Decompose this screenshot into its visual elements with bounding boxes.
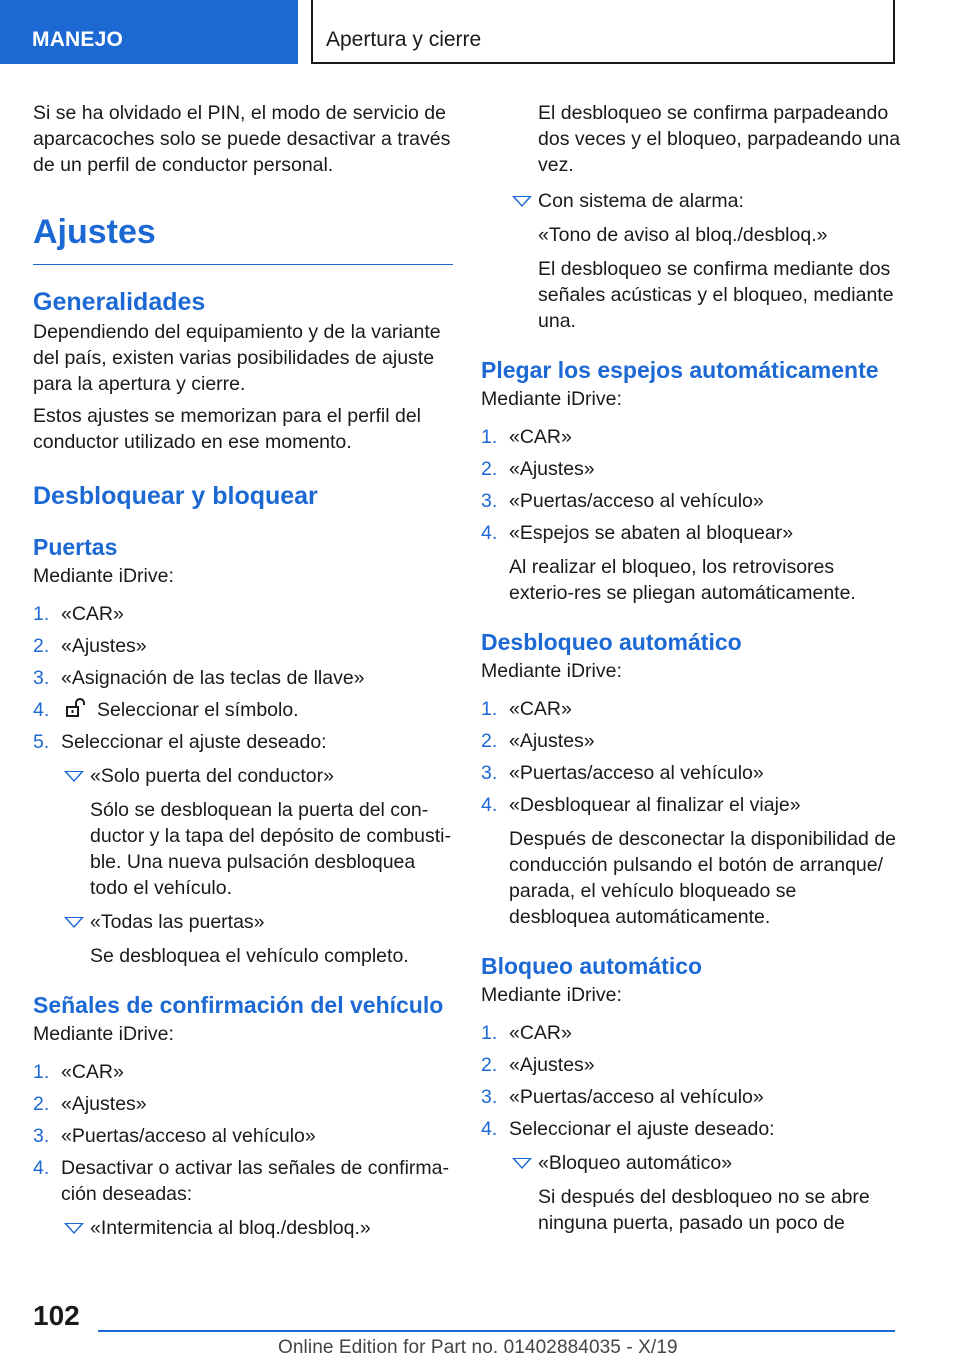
list-item	[33, 729, 453, 969]
list-item	[481, 1084, 901, 1110]
footer-divider	[98, 1330, 895, 1332]
option-label: «Todas las puertas»	[90, 911, 265, 933]
step-number: 1.	[33, 603, 50, 625]
right-column	[481, 100, 901, 1242]
generalidades-heading: Generalidades	[33, 288, 206, 316]
step-text: «Asignación de las teclas de llave»	[61, 667, 365, 689]
step-text: «Puertas/acceso al vehículo»	[509, 1086, 764, 1108]
step-number: 2.	[33, 1093, 50, 1115]
list-item	[33, 665, 453, 691]
step-number: 4.	[481, 794, 498, 816]
list-item	[33, 1155, 453, 1241]
step-text: «Desbloquear al finalizar el viaje»	[509, 794, 801, 816]
page-number: 102	[33, 1300, 80, 1331]
option-description: Si después del desbloqueo no se abre ninguna puerta, pasado un poco de	[538, 1186, 870, 1234]
list-item	[33, 633, 453, 659]
bloqueo-steps	[481, 1020, 901, 1236]
option-label: Con sistema de alarma:	[538, 190, 744, 212]
ajustes-heading: Ajustes	[33, 212, 453, 265]
list-item	[33, 1091, 453, 1117]
left-column	[33, 100, 453, 1247]
espejos-intro: Mediante iDrive:	[481, 388, 622, 410]
step-text: Seleccionar el ajuste deseado:	[61, 731, 327, 753]
step-text: «CAR»	[509, 698, 572, 720]
chapter-tab	[311, 0, 895, 64]
list-item	[481, 728, 901, 754]
option-label: «Intermitencia al bloq./desbloq.»	[90, 1217, 371, 1239]
step-text: «Puertas/acceso al vehículo»	[61, 1125, 316, 1147]
step-text: «Puertas/acceso al vehículo»	[509, 762, 764, 784]
espejos-heading: Plegar los espejos automáticamente	[481, 357, 879, 383]
puertas-steps	[33, 601, 453, 969]
intro-paragraph: Si se ha olvidado el PIN, el modo de servicio de aparcacoches solo se puede desactivar a través de un perfil de conductor personal.	[33, 102, 451, 176]
section-tab	[0, 0, 298, 64]
list-item	[481, 792, 901, 930]
bullet-triangle-icon	[64, 1223, 84, 1234]
list-item	[33, 697, 453, 723]
step-number: 4.	[33, 699, 50, 721]
desbloqueo-steps	[481, 696, 901, 930]
puertas-heading: Puertas	[33, 534, 118, 560]
desbloqueo-heading: Desbloqueo automático	[481, 629, 742, 655]
step-text: «CAR»	[61, 1061, 124, 1083]
step-number: 4.	[33, 1157, 50, 1179]
espejos-steps	[481, 424, 901, 606]
step-text: «Ajustes»	[509, 458, 595, 480]
senales-steps	[33, 1059, 453, 1241]
step-number: 2.	[481, 458, 498, 480]
senales-heading: Señales de confirmación del vehículo	[33, 992, 444, 1018]
bullet-triangle-icon	[512, 1158, 532, 1169]
step-text: «Ajustes»	[61, 635, 147, 657]
step-number: 1.	[33, 1061, 50, 1083]
list-item	[481, 696, 901, 722]
generalidades-paragraph-1: Dependiendo del equipamiento y de la variante del país, existen varias posibilidades de ajuste para la apertura y cierre.	[33, 321, 441, 395]
list-item	[481, 488, 901, 514]
list-item	[481, 1116, 901, 1236]
option-description: Sólo se desbloquean la puerta del con-ductor y la tapa del depósito de combusti-ble. Una nueva pulsación desbloquea todo el vehículo.	[90, 799, 451, 899]
list-item	[481, 456, 901, 482]
bullet-triangle-icon	[64, 771, 84, 782]
option-label: «Bloqueo automático»	[538, 1152, 733, 1174]
step-description: Al realizar el bloqueo, los retrovisores exterio-res se pliegan automáticamente.	[509, 556, 856, 604]
step-number: 3.	[481, 490, 498, 512]
list-item	[481, 520, 901, 606]
step-number: 5.	[33, 731, 50, 753]
option-item	[61, 909, 453, 969]
option-item	[61, 1215, 453, 1241]
step-text: «Ajustes»	[61, 1093, 147, 1115]
section-title: MANEJO	[32, 28, 124, 51]
step-number: 1.	[481, 698, 498, 720]
step-text: Desactivar o activar las señales de confirma-ción deseadas:	[61, 1157, 449, 1205]
option-description: El desbloqueo se confirma mediante dos señales acústicas y el bloqueo, mediante una.	[538, 258, 894, 332]
option-item	[61, 763, 453, 901]
list-item	[481, 760, 901, 786]
option-item	[509, 1150, 901, 1236]
step-description: Después de desconectar la disponibilidad de conducción pulsando el botón de arranque/ parada, el vehículo bloqueado se desbloquea automáticamente.	[509, 828, 897, 928]
step-text: «CAR»	[509, 426, 572, 448]
bloqueo-intro: Mediante iDrive:	[481, 984, 622, 1006]
list-item	[481, 1052, 901, 1078]
option-item	[509, 188, 901, 334]
step-text: «Ajustes»	[509, 730, 595, 752]
unlock-icon	[65, 697, 87, 719]
senales-intro: Mediante iDrive:	[33, 1023, 174, 1045]
list-item	[481, 424, 901, 450]
step-number: 1.	[481, 1022, 498, 1044]
step-number: 3.	[33, 667, 50, 689]
list-item	[481, 1020, 901, 1046]
step-text: «Ajustes»	[509, 1054, 595, 1076]
step-number: 4.	[481, 522, 498, 544]
step-number: 3.	[481, 1086, 498, 1108]
generalidades-paragraph-2: Estos ajustes se memorizan para el perfil del conductor utilizado en ese momento.	[33, 405, 422, 453]
step-number: 4.	[481, 1118, 498, 1140]
step-text: Seleccionar el símbolo.	[97, 699, 299, 721]
desbloqueo-intro: Mediante iDrive:	[481, 660, 622, 682]
bullet-triangle-icon	[64, 917, 84, 928]
step-number: 3.	[481, 762, 498, 784]
step-number: 2.	[481, 1054, 498, 1076]
step-number: 3.	[33, 1125, 50, 1147]
bullet-triangle-icon	[512, 196, 532, 207]
step-text: «CAR»	[61, 603, 124, 625]
edition-footer: Online Edition for Part no. 01402884035 - X/19	[278, 1337, 678, 1358]
step-text: «Espejos se abaten al bloquear»	[509, 522, 794, 544]
step-text: «Puertas/acceso al vehículo»	[509, 490, 764, 512]
option-value: «Tono de aviso al bloq./desbloq.»	[538, 224, 828, 246]
list-item	[33, 1123, 453, 1149]
step-text: «CAR»	[509, 1022, 572, 1044]
option-label: «Solo puerta del conductor»	[90, 765, 334, 787]
chapter-title: Apertura y cierre	[326, 28, 482, 51]
step-number: 1.	[481, 426, 498, 448]
puertas-intro: Mediante iDrive:	[33, 565, 174, 587]
bloqueo-heading: Bloqueo automático	[481, 953, 703, 979]
list-item	[33, 1059, 453, 1085]
continued-text: El desbloqueo se confirma parpadeando dos veces y el bloqueo, parpadeando una vez.	[538, 102, 901, 176]
option-description: Se desbloquea el vehículo completo.	[90, 945, 409, 967]
desbloquear-heading: Desbloquear y bloquear	[33, 482, 318, 510]
step-number: 2.	[481, 730, 498, 752]
step-text: Seleccionar el ajuste deseado:	[509, 1118, 775, 1140]
step-number: 2.	[33, 635, 50, 657]
list-item	[33, 601, 453, 627]
